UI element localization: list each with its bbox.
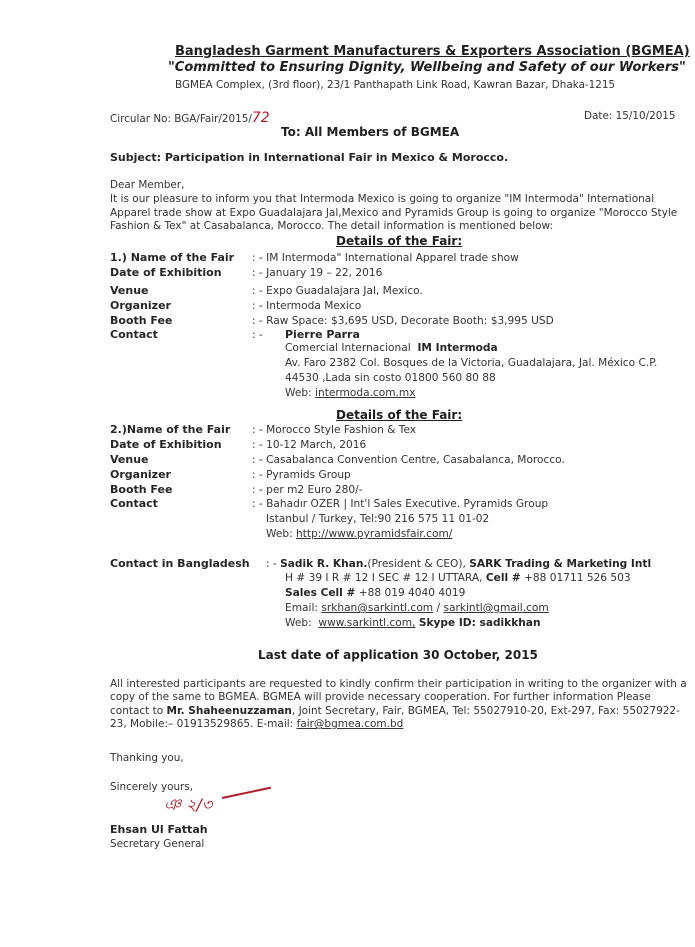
bd-contact-sep: : - (266, 558, 277, 570)
bd-contact-email1[interactable]: srkhan@sarkintl.com (321, 602, 434, 614)
bd-contact-cell: +88 01711 526 503 (524, 572, 631, 584)
org-name: Bangladesh Garment Manufacturers & Exporters Association (BGMEA) (175, 44, 690, 59)
fair1-heading: Details of the Fair: (336, 234, 463, 248)
bd-contact-web-link[interactable]: www.sarkintl.com, (318, 617, 416, 629)
bd-contact-cell-label: Cell # (485, 572, 521, 584)
fair2-value-name: : - Morocco Style Fashion & Tex (252, 424, 417, 436)
fair2-label-date: Date of Exhibition (110, 438, 222, 451)
fair1-contact-name: Pierre Parra (285, 328, 360, 341)
signature-stroke (222, 787, 271, 799)
bd-contact-line2 (285, 572, 631, 584)
fair1-address-line2: 44530 ,Lada sin costo 01800 560 80 88 (285, 372, 496, 384)
fair1-label-organizer: Organizer (110, 299, 171, 312)
fair1-web-link[interactable]: intermoda.com.mx (315, 387, 416, 399)
fair1-contact-sep: : - (252, 329, 263, 341)
fair1-address-line1: Av. Faro 2382 Col. Bosques de la Victoria, Guadalajara, Jal. México C.P. (285, 357, 658, 369)
fair2-value-organizer: : - Pyramids Group (252, 469, 351, 481)
closing-text-start: All interested participants are requested to kindly confirm their participation in writing to the organizer with a copy of the same to BGMEA. BGMEA will provide necessary cooperation. For further information Please contact to (110, 678, 687, 717)
bd-contact-name: Sadik R. Khan. (280, 558, 368, 570)
fair2-value-fee: : - per m2 Euro 280/- (252, 484, 363, 496)
circular-prefix: Circular No: BGA/Fair/2015/ (110, 113, 252, 125)
closing-paragraph (110, 678, 690, 732)
fair1-value-name: : - IM Intermoda" International Apparel trade show (252, 252, 519, 264)
fair1-company-name: IM Intermoda (417, 342, 498, 354)
fair1-label-contact: Contact (110, 328, 158, 341)
bd-contact-role: (President & CEO), (367, 558, 466, 570)
fair1-company-prefix: Comercial Internacional (285, 342, 411, 354)
greeting: Dear Member, (110, 179, 185, 191)
fair2-value-contact: : - Bahadır OZER | Int'l Sales Executive. Pyramids Group (252, 498, 549, 510)
fair2-value-date: : - 10-12 March, 2016 (252, 439, 367, 451)
fair2-value-venue: : - Casabalanca Convention Centre, Casabalanca, Morocco. (252, 454, 565, 466)
subject-line: Subject: Participation in International Fair in Mexico & Morocco. (110, 151, 509, 164)
closing-email-link[interactable]: fair@bgmea.com.bd (296, 718, 404, 731)
intro-paragraph: It is our pleasure to inform you that Intermoda Mexico is going to organize "IM Intermoda" International Apparel trade show at Expo Guadalajara Jal,Mexico and Pyramids Group is going to organize "Morocco Style Fashion & Tex" at Casabalanca, Morocco. The detail information is mentioned below: (110, 193, 678, 232)
org-motto: "Committed to Ensuring Dignity, Wellbeing and Safety of our Workers" (168, 60, 686, 75)
recipient-line: To: All Members of BGMEA (281, 125, 460, 139)
signer-title: Secretary General (110, 838, 205, 850)
fair1-value-fee: : - Raw Space: $3,695 USD, Decorate Booth: $3,995 USD (252, 315, 554, 327)
signer-name: Ehsan Ul Fattah (110, 823, 208, 836)
bd-contact-email-line (285, 602, 549, 614)
circular-date: Date: 15/10/2015 (584, 110, 676, 122)
closing-contact-name: Mr. Shaheenuzzaman (166, 704, 292, 717)
signature-scribble: ঞ ২/৩ (164, 795, 213, 814)
thanking-line: Thanking you, (110, 752, 184, 764)
fair1-company (285, 342, 498, 354)
fair1-label-fee: Booth Fee (110, 314, 173, 327)
bd-contact-company: SARK Trading & Marketing Intl (469, 558, 652, 570)
bd-contact-skype: Skype ID: sadikkhan (418, 617, 541, 629)
fair2-web (266, 528, 452, 540)
fair1-value-venue: : - Expo Guadalajara Jal, Mexico. (252, 285, 423, 297)
fair2-label-venue: Venue (110, 453, 149, 466)
fair1-value-organizer: : - Intermoda Mexico (252, 300, 362, 312)
bd-contact-sales-cell: +88 019 4040 4019 (358, 587, 466, 599)
fair1-label-venue: Venue (110, 284, 149, 297)
fair2-web-label: Web: (266, 528, 293, 540)
org-address: BGMEA Complex, (3rd floor), 23/1 Panthapath Link Road, Kawran Bazar, Dhaka-1215 (175, 79, 616, 91)
fair1-label-name: 1.) Name of the Fair (110, 251, 235, 264)
bd-contact-email2[interactable]: sarkintl@gmail.com (443, 602, 549, 614)
bd-contact-line1 (266, 558, 651, 570)
fair2-label-organizer: Organizer (110, 468, 171, 481)
bd-contact-sales-label: Sales Cell # (285, 587, 356, 599)
bd-contact-email-label: Email: (285, 602, 318, 614)
bd-contact-line3 (285, 587, 465, 599)
closing-text-end: , Joint Secretary, Fair, BGMEA, Tel: 55027910-20, Ext-297, Fax: 55027922-23, Mobile:– 01913529865. E-mail: (110, 704, 680, 731)
fair1-value-date: : - January 19 – 22, 2016 (252, 267, 383, 279)
sincerely-line: Sincerely yours, (110, 781, 194, 793)
fair2-contact-line2: Istanbul / Turkey, Tel:90 216 575 11 01-02 (266, 513, 490, 525)
fair2-label-fee: Booth Fee (110, 483, 173, 496)
application-deadline: Last date of application 30 October, 2015 (258, 648, 538, 662)
fair2-label-name: 2.)Name of the Fair (110, 423, 231, 436)
fair1-web (285, 387, 416, 399)
fair1-label-date: Date of Exhibition (110, 266, 222, 279)
fair1-web-label: Web: (285, 387, 312, 399)
fair2-label-contact: Contact (110, 497, 158, 510)
bd-contact-web-label: Web: (285, 617, 312, 629)
bd-contact-web-line (285, 617, 541, 629)
bd-contact-email-sep: / (436, 602, 441, 614)
circular-handwritten-number: 72 (251, 110, 270, 126)
fair2-heading: Details of the Fair: (336, 408, 463, 422)
circular-number (110, 110, 270, 126)
fair2-web-link[interactable]: http://www.pyramidsfair.com/ (296, 528, 453, 540)
bd-contact-address: H # 39 I R # 12 I SEC # 12 I UTTARA, (285, 572, 483, 584)
bd-contact-label: Contact in Bangladesh (110, 557, 250, 570)
